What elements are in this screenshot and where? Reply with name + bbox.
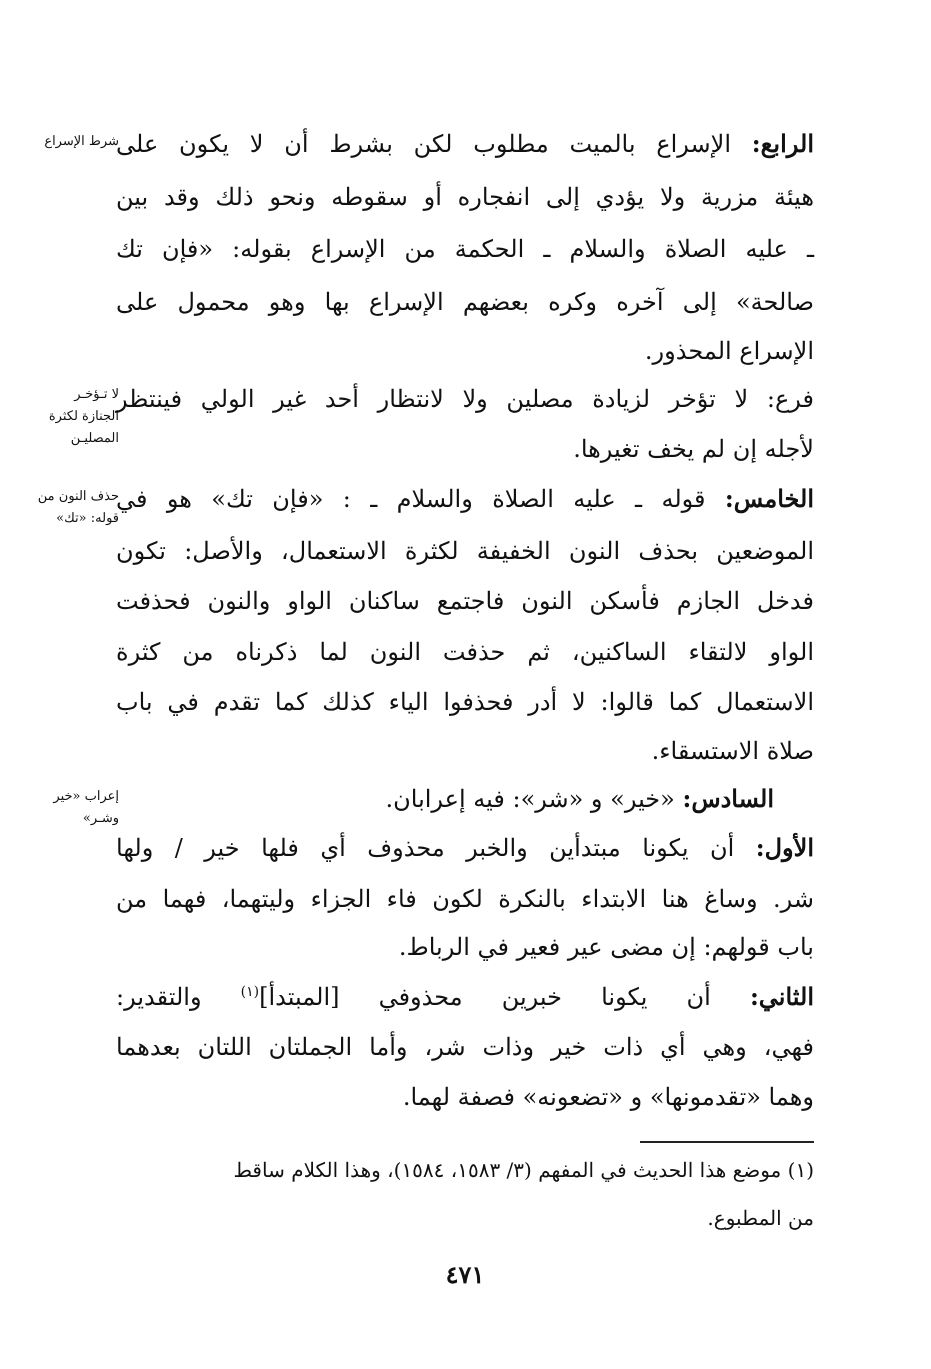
footnote-line: من المطبوع.: [707, 1206, 814, 1230]
line-text: أن يكونا مبتدأين والخبر محذوف أي فلها خير / ولها: [116, 834, 756, 862]
section-lead: الرابع:: [751, 129, 814, 158]
page-number: ٤٧١: [445, 1260, 485, 1289]
margin-note-no-delay: [24, 384, 119, 450]
line-text: قوله ـ عليه الصلاة والسلام ـ : «فإن تك» هو في: [116, 485, 725, 513]
text-line: صالحة» إلى آخره وكره بعضهم الإسراع بها وهو محمول على: [116, 288, 814, 316]
footnote-separator: [640, 1141, 814, 1143]
text-line: الواو لالتقاء الساكنين، ثم حذفت النون لما ذكرناه من كثرة: [116, 638, 814, 666]
section-lead: الخامس:: [724, 484, 814, 513]
text-line: [116, 772, 814, 826]
footnote-line: (١) موضع هذا الحديث في المفهم (٣/ ١٥٨٣، ١٥٨٤)، وهذا الكلام ساقط: [233, 1158, 814, 1182]
margin-note-line: لا تـؤخـر: [74, 387, 119, 402]
text-line: باب قولهم: إن مضى عير فعير في الرباط.: [398, 933, 814, 961]
margin-note-line: حذف النون من: [37, 489, 119, 504]
margin-note-line: شرط الإسراع: [44, 134, 119, 149]
line-text: والتقدير:: [116, 983, 241, 1011]
margin-note-line: المصليـن: [70, 431, 119, 446]
section-lead: السادس:: [682, 784, 774, 813]
footnote-ref: (١): [240, 984, 260, 1000]
text-line: الاستعمال كما قالوا: لا أدر فحذفوا الياء كذلك كما تقدم في باب: [116, 688, 814, 716]
margin-note-nun-deletion: [24, 486, 119, 530]
text-line: صلاة الاستسقاء.: [651, 737, 814, 765]
text-line: وهما «تقدمونها» و «تضعونه» فصفة لهما.: [402, 1083, 814, 1111]
text-line: [116, 117, 814, 171]
text-line: هيئة مزرية ولا يؤدي إلى انفجاره أو سقوطه ونحو ذلك وقد بين: [116, 183, 814, 211]
line-text: «خير» و «شر»: فيه إعرابان.: [385, 785, 683, 813]
line-text: الإسراع بالميت مطلوب لكن بشرط أن لا يكون على: [116, 130, 752, 158]
text-line: الموضعين بحذف النون الخفيفة لكثرة الاستعمال، والأصل: تكون: [116, 537, 814, 565]
margin-note-condition-of-hastening: [24, 131, 119, 153]
margin-note-grammar: [24, 786, 119, 830]
text-line: شر. وساغ هنا الابتداء بالنكرة لكون فاء الجزاء وليتهما، فهما من: [116, 885, 814, 913]
margin-note-line: إعراب «خير: [53, 789, 119, 804]
margin-note-line: الجنازة لكثرة: [48, 409, 119, 424]
text-line: فدخل الجازم فأسكن النون فاجتمع ساكنان الواو والنون فحذفت: [116, 587, 814, 615]
line-text: أن يكونا خبرين محذوفي [المبتدأ]: [259, 983, 750, 1011]
text-line: [116, 970, 814, 1024]
text-line: فهي، وهي أي ذات خير وذات شر، وأما الجملتان اللتان بعدهما: [116, 1033, 814, 1061]
text-line: [116, 821, 814, 875]
text-line: ـ عليه الصلاة والسلام ـ الحكمة من الإسراع بقوله: «فإن تك: [116, 235, 814, 263]
text-line: لأجله إن لم يخف تغيرها.: [573, 435, 814, 463]
text-line: [116, 472, 814, 526]
margin-note-line: قوله: «تك»: [56, 511, 119, 526]
margin-note-line: وشـر»: [82, 811, 119, 826]
section-lead: الثاني:: [749, 982, 815, 1011]
section-lead: الأول:: [755, 833, 814, 862]
text-line: فرع: لا تؤخر لزيادة مصلين ولا لانتظار أحد غير الولي فينتظر: [116, 385, 814, 413]
text-line: الإسراع المحذور.: [644, 337, 814, 365]
